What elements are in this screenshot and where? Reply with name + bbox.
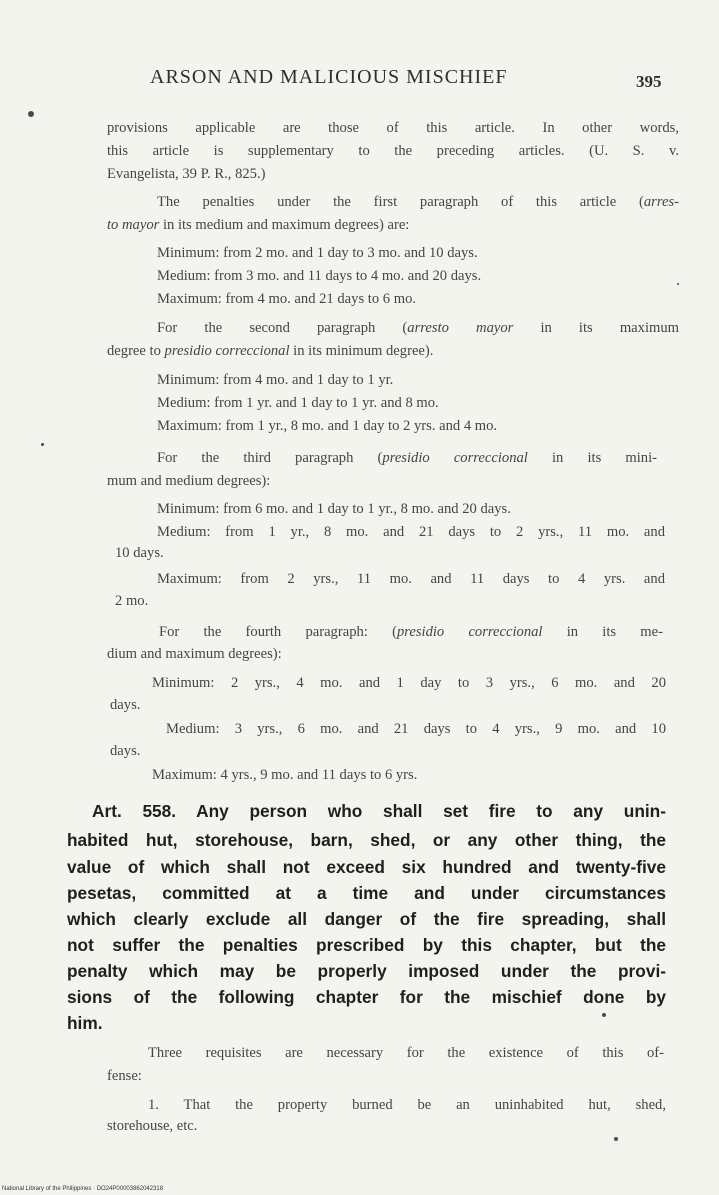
penalty-range: Minimum: from 2 mo. and 1 day to 3 mo. and 10 days. [157,245,478,261]
scan-speck [677,283,679,285]
penalty-range: Maximum: from 4 mo. and 21 days to 6 mo. [157,291,417,307]
scan-speck [28,111,34,117]
penalty-range: days. [110,743,141,759]
text-line: For the third paragraph (presidio correccional in its mini- [157,450,657,466]
scan-speck [602,1013,606,1017]
penalty-range: Maximum: from 2 yrs., 11 mo. and 11 days to 4 yrs. and [157,571,665,587]
penalty-range: Maximum: from 1 yr., 8 mo. and 1 day to 2 yrs. and 4 mo. [157,418,498,434]
text-line: 1. That the property burned be an uninhabited hut, shed, [148,1097,666,1113]
penalty-range: Medium: 3 yrs., 6 mo. and 21 days to 4 yrs., 9 mo. and 10 [166,721,666,737]
penalty-range: Medium: from 3 mo. and 11 days to 4 mo. and 20 days. [157,268,482,284]
text-line: to mayor in its medium and maximum degrees) are: [107,217,410,233]
text-line: Evangelista, 39 P. R., 825.) [107,166,266,182]
text-line: Three requisites are necessary for the existence of this of- [148,1045,664,1061]
penalty-range: 10 days. [115,545,164,561]
penalty-range: Minimum: from 4 mo. and 1 day to 1 yr. [157,372,394,388]
text-line: degree to presidio correccional in its minimum degree). [107,343,434,359]
article-line: Art. 558. Any person who shall set fire to any unin- [92,801,666,821]
text-line: this article is supplementary to the preceding articles. (U. S. v. [107,143,679,159]
scan-speck [41,443,44,446]
text-line: fense: [107,1068,142,1084]
article-line: not suffer the penalties prescribed by this chapter, but the [67,935,666,955]
article-line: which clearly exclude all danger of the fire spreading, shall [67,909,666,929]
text-line: For the fourth paragraph: (presidio correccional in its me- [159,624,663,640]
page-number: 395 [636,72,662,91]
text-line: dium and maximum degrees): [107,646,282,662]
penalty-range: 2 mo. [115,593,149,609]
library-footer: National Library of the Philippines · DO24P00003862042318 [2,1186,164,1192]
text-line: For the second paragraph (arresto mayor in its maximum [157,320,679,336]
article-line: penalty which may be properly imposed under the provi- [67,961,666,981]
penalty-range: Medium: from 1 yr. and 1 day to 1 yr. and 8 mo. [157,395,439,411]
article-line: pesetas, committed at a time and under circumstances [67,883,666,903]
penalty-range: days. [110,697,141,713]
text-line: storehouse, etc. [107,1118,198,1134]
article-line: him. [67,1013,103,1033]
article-line: value of which shall not exceed six hundred and twenty-five [67,857,666,877]
text-line: mum and medium degrees): [107,473,271,489]
penalty-range: Medium: from 1 yr., 8 mo. and 21 days to 2 yrs., 11 mo. and [157,524,665,540]
scan-speck [614,1137,618,1141]
running-head: ARSON AND MALICIOUS MISCHIEF [150,66,508,88]
text-line: The penalties under the first paragraph of this article (arres- [157,194,679,210]
penalty-range: Minimum: 2 yrs., 4 mo. and 1 day to 3 yrs., 6 mo. and 20 [152,675,666,691]
penalty-range: Maximum: 4 yrs., 9 mo. and 11 days to 6 yrs. [152,767,418,783]
text-line: provisions applicable are those of this article. In other words, [107,120,679,136]
article-line: habited hut, storehouse, barn, shed, or any other thing, the [67,830,666,850]
article-line: sions of the following chapter for the mischief done by [67,987,666,1007]
penalty-range: Minimum: from 6 mo. and 1 day to 1 yr., 8 mo. and 20 days. [157,501,511,517]
